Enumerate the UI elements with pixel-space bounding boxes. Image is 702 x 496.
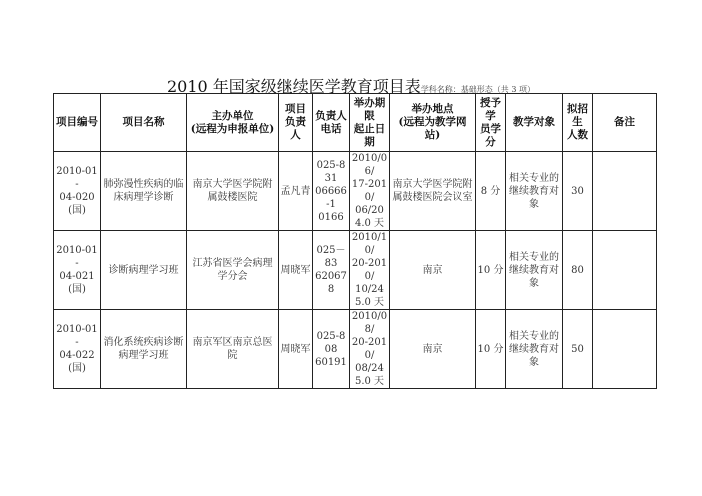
- location-cell: 南京: [390, 310, 476, 389]
- header-cell: 主办单位 (远程为申报单位): [187, 94, 279, 152]
- project-id-cell: 2010-01- 04-020 (国): [54, 152, 101, 231]
- leader-cell: 周晓军: [279, 310, 313, 389]
- project-name-cell: 消化系统疾病诊断 病理学习班: [101, 310, 187, 389]
- project-id-cell: 2010-01- 04-022 (国): [54, 310, 101, 389]
- header-cell: 项目编号: [54, 94, 101, 152]
- organizer-cell: 南京大学医学院附 属鼓楼医院: [187, 152, 279, 231]
- leader-cell: 周晓军: [279, 231, 313, 310]
- location-cell: 南京大学医学院附 属鼓楼医院会议室: [390, 152, 476, 231]
- credits-cell: 10 分: [476, 231, 506, 310]
- header-cell: 项目名称: [101, 94, 187, 152]
- table-header-row: [54, 94, 657, 152]
- project-name-cell: 诊断病理学习班: [101, 231, 187, 310]
- organizer-cell: 南京军区南京总医 院: [187, 310, 279, 389]
- header-cell: 拟招 生 人数: [563, 94, 593, 152]
- header-cell: 授予 学 员学 分: [476, 94, 506, 152]
- phone-cell: 025-808 60191: [313, 310, 350, 389]
- table-row: [54, 231, 657, 310]
- period-cell: 2010/08/ 20-2010/ 08/24 5.0 天: [350, 310, 390, 389]
- header-cell: 举办地点 (远程为教学网站): [390, 94, 476, 152]
- enroll-cell: 50: [563, 310, 593, 389]
- target-cell: 相关专业的 继续教育对 象: [506, 310, 563, 389]
- project-table: [53, 93, 657, 389]
- project-name-cell: 肺弥漫性疾病的临 床病理学诊断: [101, 152, 187, 231]
- table-row: [54, 152, 657, 231]
- credits-cell: 10 分: [476, 310, 506, 389]
- header-cell: 负责人 电话: [313, 94, 350, 152]
- phone-cell: 025－83 620678: [313, 231, 350, 310]
- table-row: [54, 310, 657, 389]
- enroll-cell: 30: [563, 152, 593, 231]
- phone-cell: 025-831 06666-1 0166: [313, 152, 350, 231]
- document-title: 2010 年国家级继续医学教育项目表: [167, 77, 421, 96]
- leader-cell: 孟凡青: [279, 152, 313, 231]
- period-cell: 2010/06/ 17-2010/ 06/20 4.0 天: [350, 152, 390, 231]
- target-cell: 相关专业的 继续教育对 象: [506, 152, 563, 231]
- credits-cell: 8 分: [476, 152, 506, 231]
- document-subtitle: 学科名称：基础形态（共 3 项）: [420, 85, 535, 94]
- remark-cell: [593, 310, 657, 389]
- header-cell: 备注: [593, 94, 657, 152]
- header-cell: 项目 负责人: [279, 94, 313, 152]
- enroll-cell: 80: [563, 231, 593, 310]
- remark-cell: [593, 231, 657, 310]
- project-id-cell: 2010-01- 04-021 (国): [54, 231, 101, 310]
- remark-cell: [593, 152, 657, 231]
- target-cell: 相关专业的 继续教育对 象: [506, 231, 563, 310]
- location-cell: 南京: [390, 231, 476, 310]
- period-cell: 2010/10/ 20-2010/ 10/24 5.0 天: [350, 231, 390, 310]
- organizer-cell: 江苏省医学会病理 学分会: [187, 231, 279, 310]
- header-cell: 教学对象: [506, 94, 563, 152]
- header-cell: 举办期限 起止日期: [350, 94, 390, 152]
